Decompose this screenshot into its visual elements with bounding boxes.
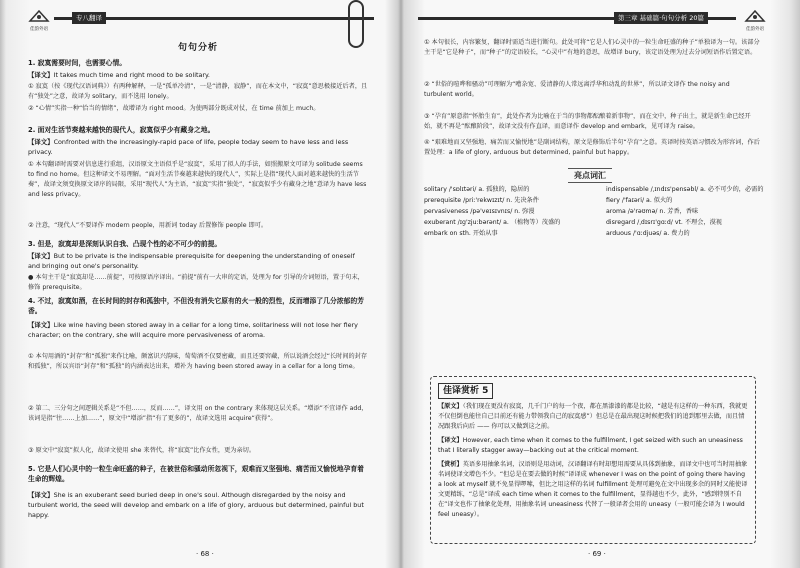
item-note: ① 本句翻译时需要对信息进行重组，汉语原文主语似乎是“寂寞”，采用了拟人的手法，如照搬原文可译为 solitude seems to find no home。但这种译文不易理解。“面对生活节奏越来越快的现代人”，实际上是指“现代人面对越来越快的生活节奏”，故译文须变换原文译序的局限，采用“现代人”为主语，“寂寞”实指“独处”，“寂寞似乎少有藏身之地”意译为 have less and less privacy。 — [28, 161, 367, 198]
item-heading: 4. 不过，寂寞如酒，在长时间的封存和孤独中，不但没有消失它原有的火一般的烈性，反而增添了几分浓郁的芳香。 — [28, 297, 364, 315]
item-translation: 【译文】She is an exuberant seed buried deep in one's soul. Although disregarded by the noisy and turbulent world, the seed will develop and embark on a life of glory, arduous but determined, painful but happy. — [28, 491, 364, 519]
vocab-title: 亮点词汇 — [568, 168, 612, 183]
left-header — [28, 8, 386, 32]
header-chip: 第三章 基础篇·句句分析 20篇 — [614, 12, 708, 24]
vocab-item: aroma /ə'rəʊmə/ n. 芳香，香味 — [606, 208, 699, 215]
box-title: 佳译赏析 5 — [438, 383, 493, 399]
vocab-item: disregard /ˌdɪsrɪ'gɑːd/ vt. 不理会，漠视 — [606, 219, 722, 226]
item-note: ① 寂寞（按《现代汉语词典》）有两种解释，一是“孤单冷清”，一是“清静，寂静”，而在本文中，“寂寞”意思极接近后者，且有“独处”之意，故译为 solitary，而不选用 lonely。 — [28, 83, 368, 100]
vocab-item: indispensable /ˌɪndɪs'pensəbl/ a. 必不可少的，必需的 — [606, 186, 764, 193]
vocab-item: prerequisite /priː'rekwɪzɪt/ n. 先决条件 — [424, 197, 539, 204]
item-translation: 【译文】It takes much time and right mood to be solitary. — [28, 71, 210, 79]
item-translation: 【译文】Like wine having been stored away in a cellar for a long time, solitariness will not lose her fiery character; on the contrary, she will acquire more pervasiveness of aroma. — [28, 321, 358, 339]
logo-text: 佳韵外语 — [30, 27, 48, 32]
logo-text: 佳韵外语 — [746, 27, 764, 32]
publisher-logo — [28, 8, 50, 30]
publisher-logo — [744, 8, 766, 30]
vocab-item: fiery /'faɪəri/ a. 似火的 — [606, 197, 673, 204]
item-note: ② “心情”实指一种“恰当的情绪”，故增译为 right mood。为使两部分既成对仗，在 time 前加上 much。 — [28, 105, 320, 112]
note: ④ “艰难地而又坚强地、痛苦而又愉悦地”是副词结构，原文是修饰后半句“孕育”之意。英译时按英语习惯改为形容词，作后置处理：a life of glory, arduous but determined, painful but happy。 — [424, 139, 760, 156]
vocab-column-right — [606, 184, 770, 239]
box-source: 【原文】（我们现在更没有寂寞，几千门户的每一个夜，都在黑漆漆的都是比较，“越是有这样的一种东西，我就更不仅但倒也能往自己目前还有能力带领我自己的寂寞感”）但总是在最出现这时候把我们的追到那里去做，而且情况跟我后向后 —— 你可以又做到这之前。 — [438, 403, 748, 430]
vocab-item: arduous /'ɑːdjuəs/ a. 费力的 — [606, 230, 690, 237]
paper-clip-icon — [348, 0, 364, 48]
vocab-column-left — [424, 184, 596, 239]
box-analysis: 【赏析】英语多用抽象名词，汉语则是用动词，汉译翻译有时却想用需要从具体到抽象，而译文中也可当时用抽象名词使译文增色不少。“但总是在要去做的时候”译译成 whenever I was on the point of going there having a look at myself 就不免显得啰嗦，但比之用这样的名词 fulfillment 处理可避免在文中出现多余的同时又能使译文更精练，“总是”译成 each time when it comes to the fulfillment，显得越也不少，此外，“感到特别不自在”译文也作了抽象化处理，用抽象名词 uneasiness 代替了一般译者会用的 uneasy（一般可能会译为 I would feel uneasy）。 — [438, 461, 748, 518]
vocab-item: pervasiveness /pə'veɪsɪvnɪs/ n. 弥漫 — [424, 208, 535, 215]
page-number: · 69 · — [588, 550, 606, 558]
item-heading: 1. 寂寞需要时间，也需要心情。 — [28, 59, 127, 67]
item-translation: 【译文】But to be private is the indispensable prerequisite for deepening the understanding of oneself and bringing out one's personality. — [28, 252, 355, 270]
box-translation: 【译文】However, each time when it comes to the fulfillment, I get seized with such an uneasiness that I literally stagger away—backing out at the critical moment. — [438, 437, 743, 454]
item-note: ● 本句主干是“寂寞却是……前提”，可按原语序译出。“前提”前有一大串的定语，处理为 for 引导的介词短语，置于句末，修饰 prerequisite。 — [28, 274, 364, 291]
logo-icon — [28, 9, 50, 23]
logo-icon — [744, 9, 766, 23]
item-note: ② 第二、三分句之间逻辑关系是“不但……，反而……”，译文用 on the contrary 来体现这层关系。“增添”不宜译作 add，该词是指“往……上加……”，原文中“增添”指“有了更多的”，故译文选用 acquire“获得”。 — [28, 405, 368, 422]
right-header — [418, 8, 770, 32]
item-note: ③ 原文中“寂寞”拟人化，故译文使用 she 来替代，将“寂寞”比作女性，更为亲切。 — [28, 447, 256, 454]
section-title: 句句分析 — [178, 43, 219, 53]
item-translation: 【译文】Confronted with the increasingly-rapid pace of life, people today seem to have less and less privacy. — [28, 138, 349, 156]
item-note: ② 注意，“现代人”不要译作 modern people，用新词 today 后置修饰 people 即可。 — [28, 222, 268, 229]
note: ① 本句很长，内容繁复，翻译时需适当进行断句。此处可将“它是人们心灵中的一粒生命旺盛的种子”单独译为一句。该部分主干是“它是种子”，而“种子”的定语较长，“心灵中”有地的意思，故增译 bury，该定语处理为过去分词短语作后置定语。 — [424, 39, 760, 56]
page-number: · 68 · — [196, 550, 214, 558]
vocab-item: exuberant /ɪg'zjuːbərənt/ a. （植物等）茂盛的 — [424, 219, 561, 226]
item-heading: 3. 但是，寂寞却是深刻认识自我、凸现个性的必不可少的前提。 — [28, 240, 222, 248]
vocab-item: solitary /'sɒlɪtəri/ a. 孤独的，隐居的 — [424, 186, 530, 193]
left-page — [28, 0, 386, 568]
item-heading: 2. 面对生活节奏越来越快的现代人，寂寞似乎少有藏身之地。 — [28, 126, 215, 134]
item-note: ① 本句用酒的“封存”和“孤独”来作比喻，颇富识兴韵味，萄萄酒不仅要密藏，而且还要窖藏，所以说酒会经过“长时间的封存和孤独”，所以宾语“封存”和“孤独”的内涵表达出来，增补为 having been stored away in a cellar for a long time。 — [28, 353, 368, 370]
item-heading: 5. 它是人们心灵中的一粒生命旺盛的种子，在被世俗和骚动所忽视下，艰难而又坚强地、痛苦而又愉悦地孕育着生命的辉煌。 — [28, 465, 364, 483]
note: ③ “孕育”原意指“怀胎生育”，此处作者为比喻在于当的事物都酝酿着新事物”，而在文中，种子出土，就是新生命已经开始，就不再是“酝酿阶段”，故译文没有作直译，而意译作 develop and embark，见可译为 raise。 — [424, 113, 751, 130]
vocab-item: embark on sth. 开始从事 — [424, 230, 498, 237]
header-chip: 专八翻译 — [72, 12, 106, 24]
right-page — [418, 0, 770, 568]
note: ② “世俗的喧哗和骚动”可理解为“嘈杂宽、爱清静的人常远离浮华和动乱的世界”，所以译文译作 the noisy and turbulent world。 — [424, 81, 730, 98]
